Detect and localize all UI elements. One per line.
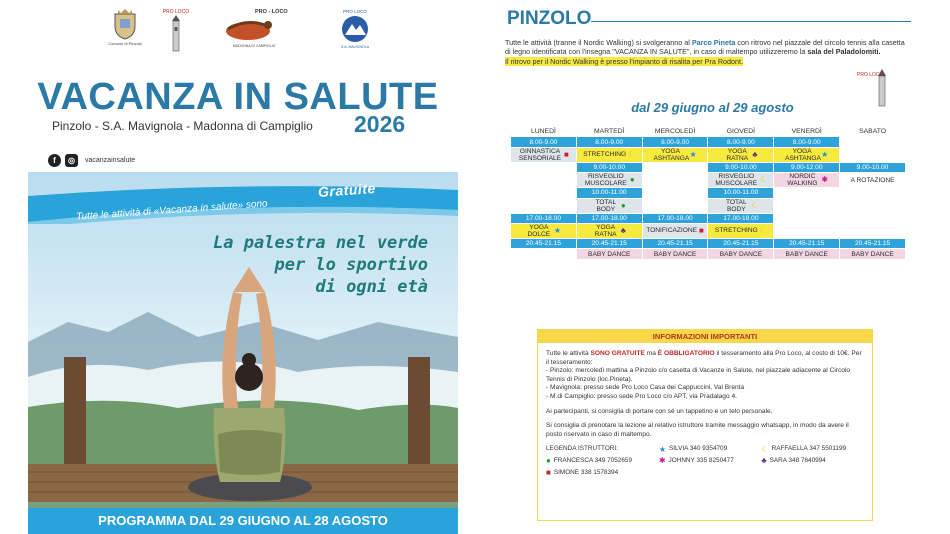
activity-cell: TOTAL BODY ● — [576, 198, 642, 213]
pinzolo-note: - Pinzolo: mercoledì mattina a Pinzolo c/o casetta di Vacanze in Salute, nel piazzale adiacente al Circolo Tennis di Pinzolo (loc.Pineta). — [546, 367, 851, 383]
activity-cell: STRETCHING ☾ — [708, 223, 774, 238]
moon-icon: ☾ — [751, 200, 759, 210]
empty-cell — [511, 249, 577, 259]
time-slot: 17.00-18.00 — [576, 213, 642, 223]
booking-note: Si consiglia di prenotare la lezione al relativo istruttore tramite messaggio whatsapp, in modo da avere il posto riservato in caso di maltempo. — [546, 422, 849, 438]
time-slot: 20.45-21.15 — [840, 238, 906, 248]
empty-cell — [774, 223, 840, 238]
time-slot: 20.45-21.15 — [774, 238, 840, 248]
empty-cell — [642, 162, 708, 172]
instagram-icon[interactable]: ◎ — [65, 154, 78, 167]
schedule-row — [511, 162, 906, 172]
mavignola-note: - Mavignola: presso sede Pro Loco Casa dei Cappuccini, Val Brenta — [546, 384, 745, 392]
empty-cell — [774, 213, 840, 223]
time-slot: 20.45-21.15 — [576, 238, 642, 248]
star-icon: ★ — [658, 444, 666, 454]
time-slot: 10.00-11.00 — [708, 188, 774, 198]
circle-icon: ● — [546, 456, 551, 466]
rain-venue: sala del Paladolomiti. — [807, 47, 881, 57]
tree-icon: ♣ — [620, 225, 626, 235]
time-slot: 17.00-18.00 — [708, 213, 774, 223]
weekly-schedule-table — [510, 126, 906, 260]
square-icon: ■ — [546, 467, 551, 477]
activity-cell: BABY DANCE — [840, 249, 906, 259]
program-dates-bar: PROGRAMMA DAL 29 GIUGNO AL 28 AGOSTO — [28, 508, 458, 534]
activity-cell: BABY DANCE — [774, 249, 840, 259]
info-body — [538, 343, 872, 477]
day-header: MARTEDÌ — [576, 127, 642, 137]
empty-cell — [840, 223, 906, 238]
legend-item: ● FRANCESCA 349 7052659 — [546, 456, 632, 466]
day-header: SABATO — [840, 127, 906, 137]
activity-cell: BABY DANCE — [708, 249, 774, 259]
empty-cell — [774, 198, 840, 213]
comune-crest-logo: Comune di Pinzolo — [105, 8, 145, 46]
circle-icon: ● — [620, 200, 626, 210]
activity-cell: YOGA DOLCE ★ — [511, 223, 577, 238]
year-label: 2026 — [354, 111, 406, 137]
activity-cell: A ROTAZIONE — [840, 173, 906, 188]
asterisk-icon: ✱ — [821, 175, 829, 185]
svg-text:PRO LOCO: PRO LOCO — [857, 72, 884, 78]
proloco-mavignola-logo: PRO LOCO S.A. MAVIGNOLA — [340, 9, 370, 49]
schedule-dates: dal 29 giugno al 29 agosto — [631, 100, 794, 115]
star-icon: ★ — [689, 149, 697, 159]
activity-cell: NORDIC WALKING ✱ — [774, 173, 840, 188]
activity-cell: GINNASTICA SENSORIALE ■ — [511, 147, 577, 162]
legend-item: ✱ JOHNNY 335 8250477 — [658, 456, 734, 466]
schedule-row — [511, 147, 906, 162]
day-header: MERCOLEDÌ — [642, 127, 708, 137]
empty-cell — [511, 173, 577, 188]
activity-cell: RISVEGLIO MUSCOLARE ● — [576, 173, 642, 188]
empty-cell — [840, 147, 906, 162]
asterisk-icon: ✱ — [658, 456, 666, 466]
time-slot: 20.45-21.15 — [708, 238, 774, 248]
empty-cell — [774, 188, 840, 198]
empty-cell — [840, 188, 906, 198]
legend-item: ♣ SARA 348 7640994 — [761, 456, 826, 466]
legend-item: ★ SILVIA 340 9354709 — [658, 444, 728, 454]
nordic-meeting-note: Il ritrovo per il Nordic Walking è presso l'impianto di risalita per Pra Rodont. — [505, 56, 743, 66]
activity-cell: YOGA ASHTANGA ★ — [774, 147, 840, 162]
moon-icon: ☾ — [759, 225, 767, 235]
empty-cell — [642, 173, 708, 188]
proloco-campiglio-logo: PRO - LOCO MADONNA DI CAMPIGLIO — [219, 8, 289, 48]
time-slot: 8.00-9.00 — [576, 137, 642, 147]
equipment-note: Ai partecipanti, si consiglia di portare con sé un tappetino e un telo personale. — [546, 407, 773, 415]
square-icon: ■ — [699, 225, 704, 235]
tree-icon: ♣ — [752, 149, 758, 159]
right-page — [475, 0, 950, 534]
day-header: VENERDÌ — [774, 127, 840, 137]
activity-cell: TONIFICAZIONE ■ — [642, 223, 708, 238]
schedule-row — [511, 173, 906, 188]
banner-free-label: Gratuite — [317, 180, 377, 200]
moon-icon: ☾ — [760, 175, 768, 185]
facebook-icon[interactable]: f — [48, 154, 61, 167]
schedule-row — [511, 213, 906, 223]
banner-text: Tutte le attività di «Vacanza in salute» sono — [75, 198, 268, 223]
moon-icon: ☾ — [628, 149, 636, 159]
instructor-legend — [546, 445, 864, 477]
empty-cell — [511, 198, 577, 213]
time-slot: 9.00-10.00 — [708, 162, 774, 172]
legend-item: ☾ RAFFAELLA 347 5501199 — [761, 444, 847, 454]
star-icon: ★ — [821, 149, 829, 159]
campiglio-note: - M.di Campiglio: presso sede Pro Loco c/o APT, via Pradalago 4. — [546, 392, 737, 400]
social-handle[interactable]: vacanzainsalute — [85, 157, 136, 164]
park-name: Parco Pineta — [691, 38, 736, 47]
activity-cell: RISVEGLIO MUSCOLARE ☾ — [708, 173, 774, 188]
star-icon: ★ — [553, 225, 561, 235]
intro-paragraph: Tutte le attività (tranne il Nordic Walking) si svolgeranno al Parco Pineta con ritrovo nel piazzale del circolo tennis alla casetta di legno identificata con l'insegna "VACANZA IN SALUTE", in caso di maltempo utilizzeremo la sala del Paladolomiti. Il ritrovo per il Nordic Walking è presso l'impianto di risalita per Pra Rodont. — [505, 38, 905, 66]
empty-cell — [511, 162, 577, 172]
empty-cell — [642, 188, 708, 198]
empty-cell — [840, 198, 906, 213]
info-heading: INFORMAZIONI IMPORTANTI — [538, 330, 872, 343]
time-slot: 8.00-9.00 — [511, 137, 577, 147]
activity-cell: YOGA RATNA ♣ — [576, 223, 642, 238]
time-slot: 9.00-10.00 — [840, 162, 906, 172]
activity-cell: YOGA RATNA ♣ — [708, 147, 774, 162]
tagline-line: per lo sportivo — [274, 255, 428, 275]
day-header: LUNEDÌ — [511, 127, 577, 137]
locations-subtitle: Pinzolo - S.A. Mavignola - Madonna di Campiglio — [52, 119, 313, 133]
heading-divider — [591, 21, 911, 22]
time-slot: 9.00-10.00 — [576, 162, 642, 172]
time-slot: 17.00-18.00 — [511, 213, 577, 223]
schedule-row — [511, 223, 906, 238]
time-slot: 17.00-18.00 — [642, 213, 708, 223]
tagline-line: La palestra nel verde — [213, 233, 428, 253]
tagline-line: di ogni età — [315, 277, 428, 297]
schedule-row — [511, 137, 906, 147]
schedule-header-row — [511, 127, 906, 137]
legend-item: ■ SIMONE 338 1578394 — [546, 467, 619, 477]
time-slot: 10.00-11.00 — [576, 188, 642, 198]
activity-cell: STRETCHING ☾ — [576, 147, 642, 162]
day-header: GIOVEDÌ — [708, 127, 774, 137]
tree-icon: ♣ — [761, 456, 767, 466]
time-slot: 8.00-9.00 — [642, 137, 708, 147]
schedule-row — [511, 188, 906, 198]
logo-row — [95, 8, 395, 66]
activity-cell: BABY DANCE — [642, 249, 708, 259]
proloco-pinzolo-logo: PRO LOCO — [159, 8, 193, 55]
yoga-photo — [28, 172, 458, 534]
page-title: VACANZA IN SALUTE — [37, 76, 439, 118]
time-slot: 8.00-9.00 — [774, 137, 840, 147]
empty-cell — [642, 198, 708, 213]
empty-cell — [840, 137, 906, 147]
social-links — [48, 154, 135, 167]
section-heading: PINZOLO — [507, 8, 592, 29]
moon-icon: ☾ — [761, 444, 769, 454]
time-slot: 20.45-21.15 — [642, 238, 708, 248]
time-slot: 20.45-21.15 — [511, 238, 577, 248]
important-info-box — [537, 329, 873, 521]
activity-cell: YOGA ASHTANGA ★ — [642, 147, 708, 162]
circle-icon: ● — [629, 175, 635, 185]
schedule-row — [511, 198, 906, 213]
legend-label: LEGENDA ISTRUTTORI: — [546, 445, 618, 453]
time-slot: 9.00-12.00 — [774, 162, 840, 172]
time-slot: 8.00-9.00 — [708, 137, 774, 147]
activity-cell: BABY DANCE — [576, 249, 642, 259]
activity-cell: TOTAL BODY ☾ — [708, 198, 774, 213]
schedule-row — [511, 249, 906, 259]
empty-cell — [840, 213, 906, 223]
tagline — [213, 232, 428, 298]
square-icon: ■ — [563, 149, 569, 159]
yoga-scene-illustration — [28, 172, 458, 534]
empty-cell — [511, 188, 577, 198]
membership-paragraph: Tutte le attività SONO GRATUITE ma È OBBLIGATORIO il tesseramento alla Pro Loco, al costo di 10€. Per il tesseramento: - Pinzolo: mercoledì mattina a Pinzolo c/o casetta di Vacanze in Salute, nel piazzale adiacente al Circolo Tennis di Pinzolo (loc.Pineta). - Mavignola: presso sede Pro Loco Casa dei Cappuccini, Val Brenta - M.di Campiglio: presso sede Pro Loco c/o APT, via Pradalago 4. — [546, 350, 862, 400]
schedule-row — [511, 238, 906, 248]
